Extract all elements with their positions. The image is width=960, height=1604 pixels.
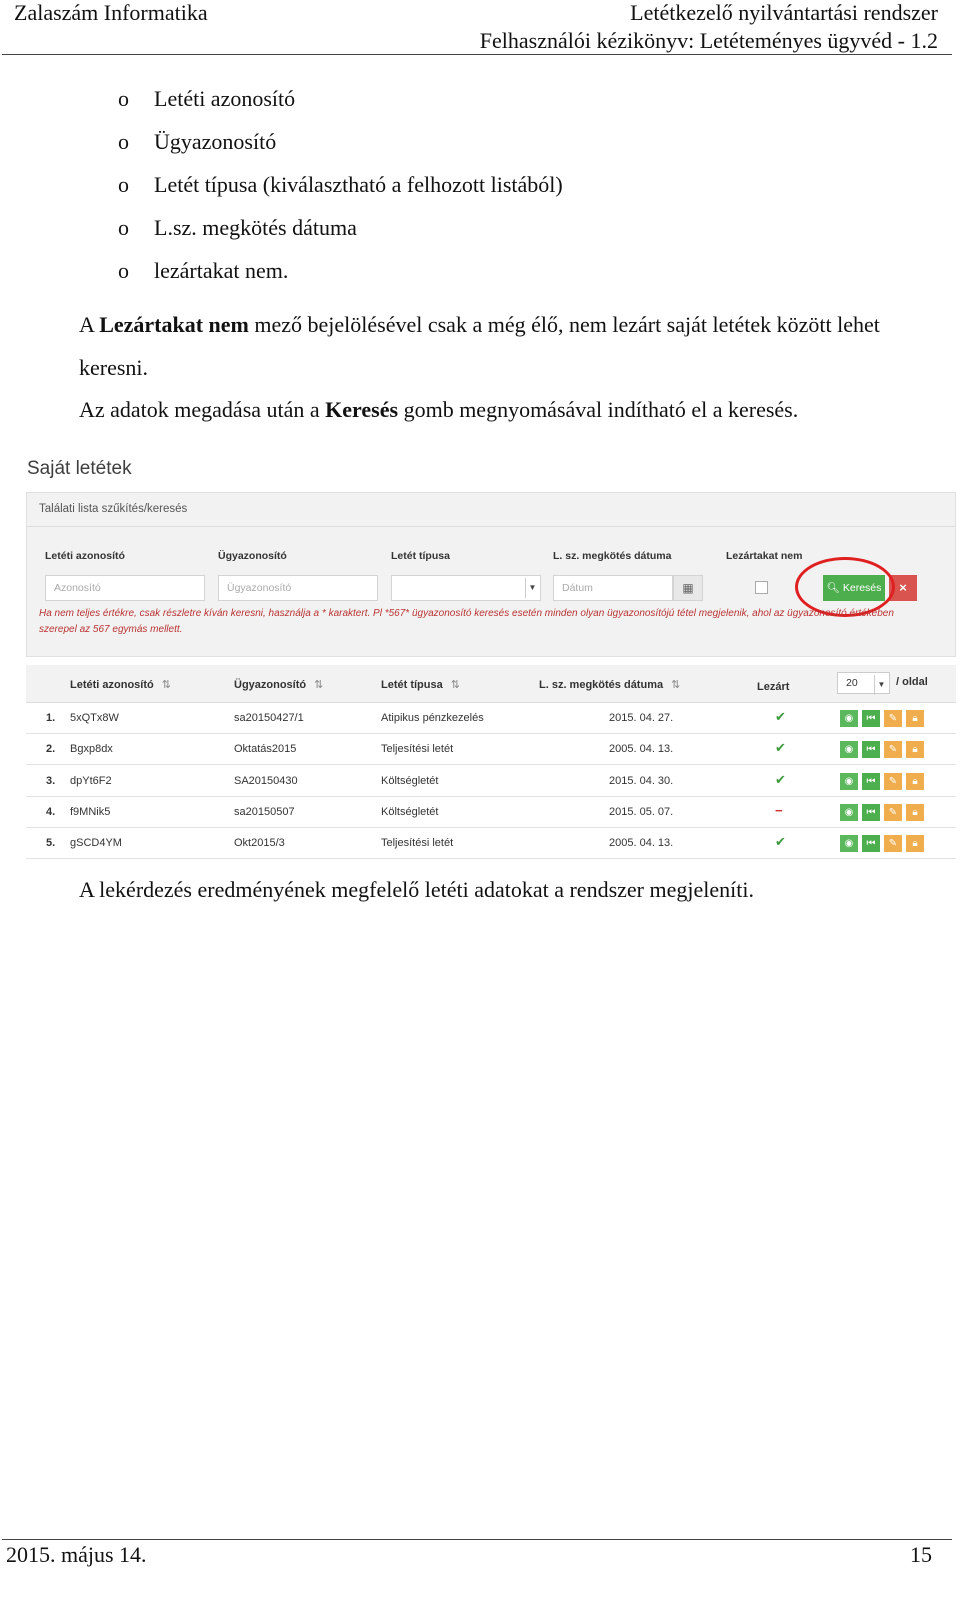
list-item-text: L.sz. megkötés dátuma (154, 215, 357, 240)
sort-icon: ⇅ (450, 679, 460, 691)
cell-type: Atipikus pénzkezelés (381, 712, 484, 724)
cell-case-id: sa20150427/1 (234, 712, 304, 724)
column-header-deposit-id[interactable] (70, 678, 171, 691)
clear-button[interactable]: × (889, 575, 917, 601)
cell-case-id: sa20150507 (234, 805, 295, 818)
label-deposit-id: Letéti azonosító (45, 550, 125, 562)
bold-term: Lezártakat nem (99, 312, 249, 337)
lock-icon[interactable]: 🔒︎ (906, 773, 924, 790)
minus-icon: − (775, 802, 783, 818)
paragraph-search-button (79, 388, 939, 431)
pencil-icon[interactable]: ✎ (884, 835, 902, 852)
cell-deposit-id: 5xQTx8W (70, 712, 119, 724)
paragraph-results: A lekérdezés eredményének megfelelő letéti adatokat a rendszer megjeleníti. (79, 877, 754, 902)
bullet-marker: o (118, 172, 129, 197)
bullet-marker: o (118, 258, 129, 283)
not-closed-checkbox[interactable] (755, 581, 768, 594)
deposit-id-input[interactable]: Azonosító (45, 575, 205, 601)
list-item-text: Letéti azonosító (154, 86, 296, 111)
search-hint: Ha nem teljes értékre, csak részletre kíván keresni, használja a * karaktert. Pl *567* ügyazonosító keresés esetén minden olyan ügyazonosítójú tétel megjelenik, ahol az ügyazonosító értékében szerepel az 567 egymás mellett. (39, 608, 894, 635)
cell-deposit-id: Bgxp8dx (70, 743, 113, 756)
page-number: 15 (910, 1542, 932, 1567)
bullet-marker: o (118, 86, 129, 111)
pencil-icon[interactable]: ✎ (884, 773, 902, 790)
table-row[interactable] (26, 703, 956, 734)
bold-term: Keresés (325, 397, 399, 422)
pencil-icon[interactable]: ✎ (884, 710, 902, 727)
row-number: 2. (46, 743, 56, 756)
cell-date: 2005. 04. 13. (609, 743, 674, 756)
column-header-type[interactable] (381, 678, 460, 691)
row-number: 3. (46, 774, 56, 787)
table-header (26, 665, 956, 703)
row-number: 5. (46, 837, 56, 850)
footer-date: 2015. május 14. (6, 1542, 147, 1567)
list-item-text: Letét típusa (kiválasztható a felhozott listából) (154, 172, 563, 197)
list-item (118, 256, 563, 299)
column-label: Letét típusa (381, 679, 443, 691)
column-label: Ügyazonosító (234, 679, 307, 691)
lock-icon[interactable]: 🔒︎ (906, 741, 924, 758)
column-label: Letéti azonosító (70, 679, 154, 691)
label-case-id: Ügyazonosító (218, 550, 287, 562)
per-page-select[interactable] (837, 672, 890, 694)
sort-icon: ⇅ (314, 679, 324, 691)
header-rule (2, 54, 952, 55)
cell-deposit-id: dpYt6F2 (70, 774, 112, 787)
label-deposit-type: Letét típusa (391, 550, 450, 562)
search-field-list (118, 84, 563, 299)
eye-icon[interactable]: ◉ (840, 710, 858, 727)
header-system-name: Letétkezelő nyilvántartási rendszer (630, 0, 938, 25)
table-row[interactable] (26, 734, 956, 765)
eye-icon[interactable]: ◉ (840, 835, 858, 852)
header-company: Zalaszám Informatika (14, 0, 208, 25)
pencil-icon[interactable]: ✎ (884, 741, 902, 758)
chevron-down-icon: ▼ (874, 675, 888, 695)
cell-date: 2005. 04. 13. (609, 837, 674, 850)
cell-type: Teljesítési letét (381, 743, 454, 756)
per-page-value: 20 (846, 677, 858, 689)
bullet-marker: o (118, 129, 129, 154)
cell-case-id: Oktatás2015 (234, 743, 297, 756)
lock-icon[interactable]: 🔒︎ (906, 835, 924, 852)
filter-panel-heading: Találati lista szűkítés/keresés (39, 503, 188, 515)
cell-date: 2015. 04. 27. (609, 712, 674, 724)
calendar-icon[interactable]: ▦ (673, 575, 703, 601)
cell-type: Költségletét (381, 774, 439, 787)
eye-icon[interactable]: ◉ (840, 741, 858, 758)
sort-icon: ⇅ (671, 679, 681, 691)
header-manual-title: Felhasználói kézikönyv: Letéteményes ügyvéd - 1.2 (479, 28, 938, 53)
list-item (118, 213, 563, 256)
cell-deposit-id: gSCD4YM (70, 837, 122, 850)
embedded-screenshot (26, 446, 956, 886)
label-not-closed: Lezártakat nem (726, 550, 803, 562)
text: mező bejelölésével csak a még élő, nem lezárt saját letétek között lehet keresni. (79, 312, 880, 380)
cell-deposit-id: f9MNik5 (70, 805, 111, 818)
label-contract-date: L. sz. megkötés dátuma (553, 550, 672, 562)
check-icon: ✔ (775, 771, 786, 787)
list-item (118, 127, 563, 170)
bullet-marker: o (118, 215, 129, 240)
table-row[interactable] (26, 828, 956, 859)
per-page-label: / oldal (896, 676, 928, 688)
check-icon: ✔ (775, 740, 786, 756)
search-icon: 🔍︎ (826, 582, 843, 594)
check-icon: ✔ (775, 834, 786, 850)
cell-type: Költségletét (381, 805, 439, 818)
case-id-input[interactable]: Ügyazonosító (218, 575, 378, 601)
cell-type: Teljesítési letét (381, 837, 454, 850)
column-label: L. sz. megkötés dátuma (539, 679, 664, 691)
table-row[interactable] (26, 766, 956, 797)
cell-date: 2015. 04. 30. (609, 774, 674, 787)
list-item (118, 170, 563, 213)
lock-icon[interactable]: 🔒︎ (906, 804, 924, 821)
column-header-date[interactable] (539, 678, 680, 691)
table-row[interactable] (26, 797, 956, 828)
row-number: 1. (46, 712, 56, 724)
check-icon: ✔ (775, 709, 786, 724)
print-icon[interactable]: ⏮ (862, 804, 880, 821)
print-icon[interactable]: ⏮ (862, 741, 880, 758)
print-icon[interactable]: ⏮ (862, 835, 880, 852)
text: A (79, 312, 100, 337)
list-item-text: lezártakat nem. (154, 258, 289, 283)
print-icon[interactable]: ⏮ (862, 773, 880, 790)
filter-panel-header (27, 493, 955, 527)
list-item-text: Ügyazonosító (154, 129, 277, 154)
pencil-icon[interactable]: ✎ (884, 804, 902, 821)
text: Az adatok megadása után a (79, 397, 326, 422)
cell-case-id: SA20150430 (234, 774, 298, 787)
text: gomb megnyomásával indítható el a keresés. (398, 397, 799, 422)
screen-title: Saját letétek (27, 458, 132, 479)
column-header-case-id[interactable] (234, 678, 323, 691)
chevron-down-icon: ▼ (525, 578, 539, 598)
list-item (118, 84, 563, 127)
print-icon[interactable]: ⏮ (862, 710, 880, 727)
column-header-closed: Lezárt (757, 681, 790, 693)
sort-icon: ⇅ (161, 679, 171, 691)
paragraph-closed-filter (79, 303, 939, 389)
eye-icon[interactable]: ◉ (840, 773, 858, 790)
eye-icon[interactable]: ◉ (840, 804, 858, 821)
search-button-label: Keresés (842, 582, 882, 594)
deposit-type-select[interactable] (391, 575, 541, 601)
row-number: 4. (46, 805, 56, 818)
lock-icon[interactable]: 🔒︎ (906, 710, 924, 727)
footer-rule (2, 1539, 952, 1540)
filter-panel (26, 492, 956, 657)
cell-case-id: Okt2015/3 (234, 837, 285, 850)
contract-date-input[interactable]: Dátum (553, 575, 673, 601)
cell-date: 2015. 05. 07. (609, 805, 674, 818)
